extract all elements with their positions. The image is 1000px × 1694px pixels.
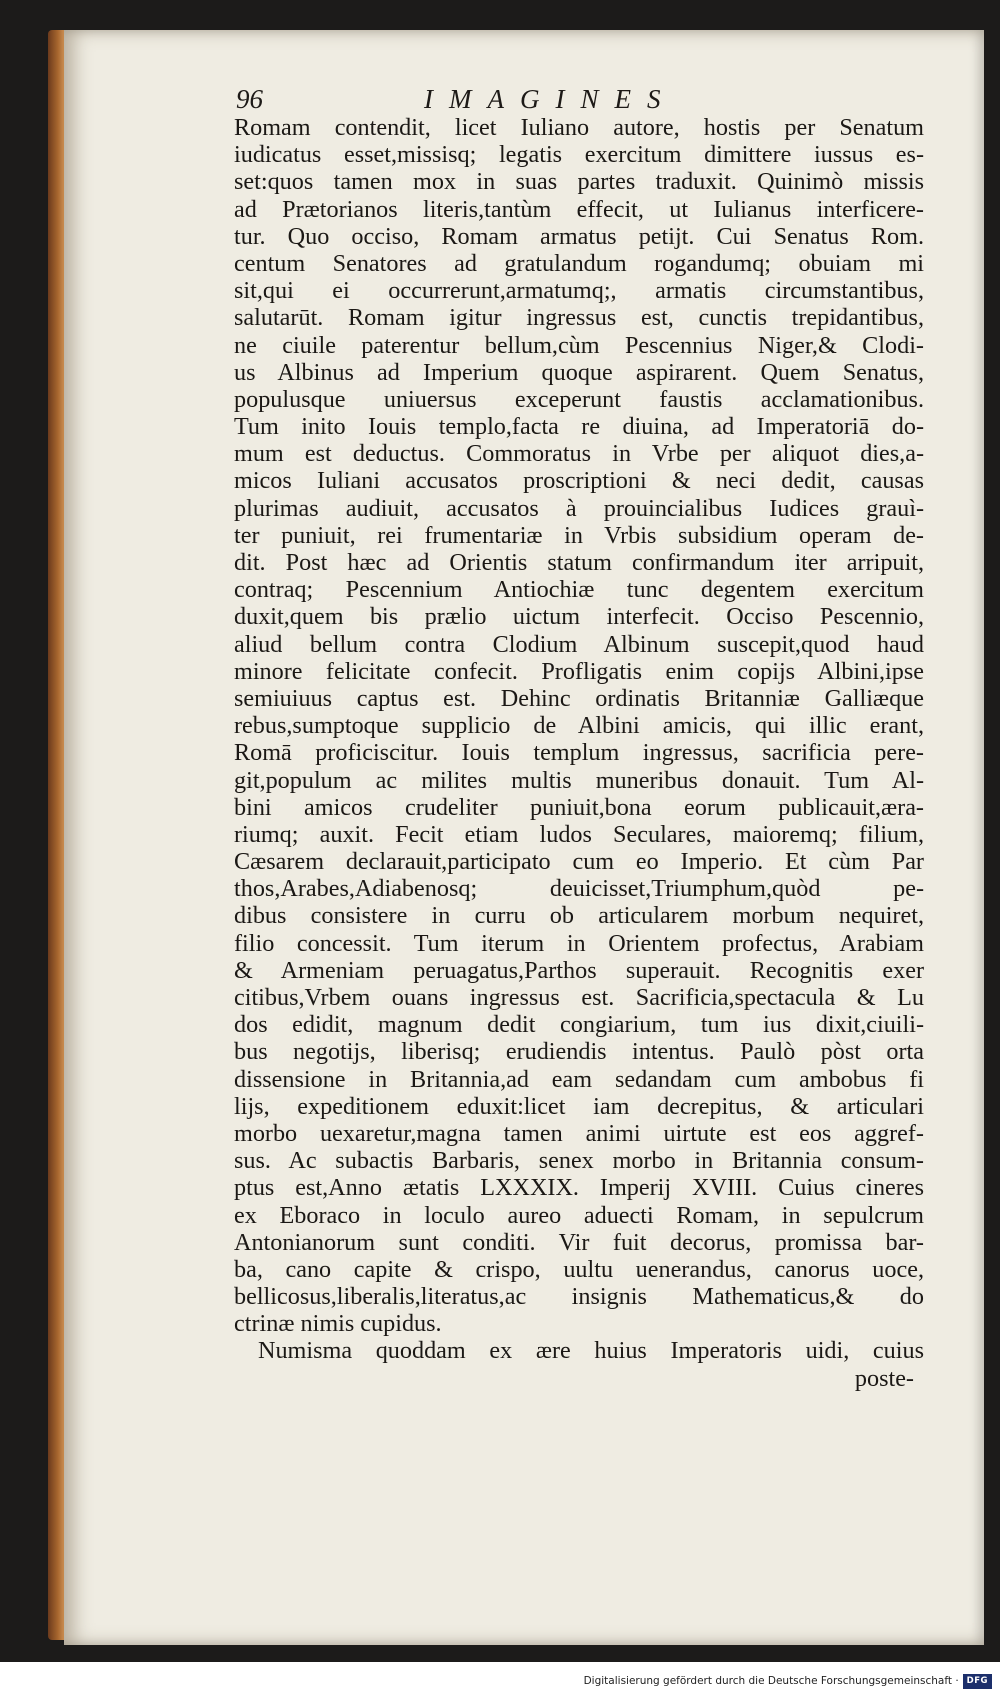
text-line: salutarūt. Romam igitur ingressus est, cunctis trepidantibus, <box>234 304 924 332</box>
text-line: bellicosus,liberalis,literatus,ac insignis Mathematicus,& do <box>234 1283 924 1311</box>
text-line: filio concessit. Tum iterum in Orientem profectus, Arabiam <box>234 929 924 957</box>
text-line: set:quos tamen mox in suas partes traduxit. Quinimò missis <box>234 168 924 196</box>
text-line: dos edidit, magnum dedit congiarium, tum ius dixit,ciuili- <box>234 1011 924 1039</box>
text-line: bus negotijs, liberisq; erudiendis intentus. Paulò pòst orta <box>234 1038 924 1066</box>
text-line: dit. Post hæc ad Orientis statum confirmandum iter arripuit, <box>234 549 924 576</box>
body-text <box>234 114 924 1392</box>
text-line: ctrinæ nimis cupidus. <box>234 1310 442 1338</box>
text-line: bini amicos crudeliter puniuit,bona eorum publicauit,æra- <box>234 793 924 821</box>
text-line: & Armeniam peruagatus,Parthos superauit. Recognitis exer <box>234 956 924 984</box>
catchword: poste- <box>854 1364 914 1392</box>
text-line: thos,Arabes,Adiabenosq; deuicisset,Triumphum,quòd pe- <box>234 875 924 903</box>
text-line: citibus,Vrbem ouans ingressus est. Sacrificia,spectacula & Lu <box>234 984 924 1011</box>
text-line: sus. Ac subactis Barbaris, senex morbo in Britannia consum- <box>234 1147 924 1175</box>
text-line: micos Iuliani accusatos proscriptioni & neci dedit, causas <box>234 467 924 495</box>
dfg-logo-icon: DFG <box>963 1674 992 1689</box>
text-line: sit,qui ei occurrerunt,armatumq;, armatis circumstantibus, <box>234 277 924 305</box>
text-line: minore felicitate confecit. Profligatis enim copijs Albini,ipse <box>234 657 924 685</box>
text-line: lijs, expeditionem eduxit:licet iam decrepitus, & articulari <box>234 1092 924 1120</box>
text-line: dissensione in Britannia,ad eam sedandam cum ambobus fi <box>234 1065 924 1093</box>
text-line: Antonianorum sunt conditi. Vir fuit decorus, promissa bar- <box>234 1228 924 1256</box>
paragraph-start-line: Numisma quoddam ex ære huius Imperatoris uidi, cuius <box>258 1337 924 1365</box>
running-title: IMAGINES <box>424 84 677 114</box>
text-line: Romam contendit, licet Iuliano autore, hostis per Senatum <box>234 114 924 141</box>
text-line: ne ciuile paterentur bellum,cùm Pescennius Niger,& Clodi- <box>234 331 924 359</box>
text-line: duxit,quem bis prælio uictum interfecit. Occiso Pescennio, <box>234 603 924 631</box>
text-line: us Albinus ad Imperium quoque aspirarent. Quem Senatus, <box>234 358 924 386</box>
text-line: centum Senatores ad gratulandum rogandumq; obuiam mi <box>234 249 924 277</box>
text-line: mum est deductus. Commoratus in Vrbe per aliquot dies,a- <box>234 440 924 468</box>
text-line: iudicatus esset,missisq; legatis exercitum dimittere iussus es- <box>234 141 924 169</box>
text-line: ba, cano capite & crispo, uultu uenerandus, canorus uoce, <box>234 1255 924 1283</box>
text-line: populusque uniuersus exceperunt faustis acclamationibus. <box>234 385 924 413</box>
running-head <box>236 84 756 118</box>
page-number: 96 <box>236 84 263 114</box>
footer-credit: Digitalisierung gefördert durch die Deutsche Forschungsgemeinschaft · <box>583 1675 959 1687</box>
digitization-footer <box>584 1672 992 1690</box>
text-line: Tum inito Iouis templo,facta re diuina, ad Imperatoriā do- <box>234 413 924 441</box>
text-line: semiuiuus captus est. Dehinc ordinatis Britanniæ Galliæque <box>234 684 924 712</box>
text-line: ptus est,Anno ætatis LXXXIX. Imperij XVIII. Cuius cineres <box>234 1174 924 1202</box>
text-line: Cæsarem declarauit,participato cum eo Imperio. Et cùm Par <box>234 848 924 876</box>
text-line: riumq; auxit. Fecit etiam ludos Seculares, maioremq; filium, <box>234 820 924 848</box>
text-line: ter puniuit, rei frumentariæ in Vrbis subsidium operam de- <box>234 521 924 549</box>
text-line: tur. Quo occiso, Romam armatus petijt. Cui Senatus Rom. <box>234 222 924 250</box>
text-line: aliud bellum contra Clodium Albinum suscepit,quod haud <box>234 630 924 658</box>
text-line: git,populum ac milites multis muneribus donauit. Tum Al- <box>234 766 924 794</box>
text-line: plurimas audiuit, accusatos à prouincialibus Iudices grauì- <box>234 494 924 522</box>
text-line: morbo uexaretur,magna tamen animi uirtute est eos aggref- <box>234 1119 924 1147</box>
text-line: dibus consistere in curru ob articularem morbum nequiret, <box>234 902 924 930</box>
text-line: ex Eboraco in loculo aureo aduecti Romam, in sepulcrum <box>234 1201 924 1229</box>
text-line: Romā proficiscitur. Iouis templum ingressus, sacrificia pere- <box>234 739 924 767</box>
text-line: contraq; Pescennium Antiochiæ tunc degentem exercitum <box>234 576 924 604</box>
text-line: ad Prætorianos literis,tantùm effecit, ut Iulianus interficere- <box>234 195 924 223</box>
text-line: rebus,sumptoque supplicio de Albini amicis, qui illic erant, <box>234 712 924 740</box>
